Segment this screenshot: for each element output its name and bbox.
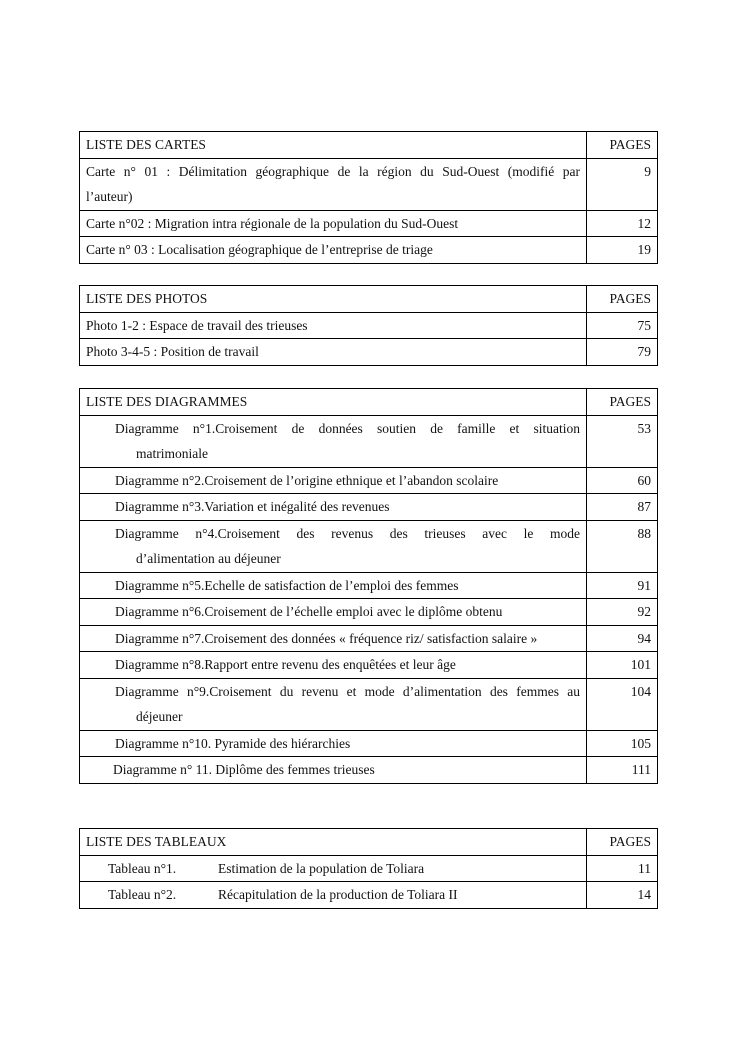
entry-page: 91 (587, 572, 658, 599)
entry-line-1: Diagramme n°4.Croisement des revenus des trieuses avec le mode (115, 525, 580, 541)
entry-line-1: Diagramme n°2.Croisement de l’origine ethnique et l’abandon scolaire (115, 472, 499, 488)
pages-header: PAGES (587, 389, 658, 416)
entry-page: 12 (587, 210, 658, 237)
entry-page: 88 (587, 520, 658, 572)
table-row (80, 237, 658, 264)
entry-title: Carte n°02 : Migration intra régionale de la population du Sud-Ouest (80, 210, 587, 237)
pages-header: PAGES (587, 132, 658, 159)
table-row (80, 158, 658, 210)
entry-line-2: l’auteur) (86, 189, 133, 204)
list-header: LISTE DES PHOTOS (80, 286, 587, 313)
entry-title (80, 855, 587, 882)
table-row (80, 520, 658, 572)
table-row (80, 599, 658, 626)
list-header: LISTE DES CARTES (80, 132, 587, 159)
table-row (80, 678, 658, 730)
entry-title: Photo 1-2 : Espace de travail des trieuses (80, 312, 587, 339)
entry-title (80, 572, 587, 599)
entry-page: 105 (587, 730, 658, 757)
entry-line-1: Diagramme n°3.Variation et inégalité des revenues (115, 499, 390, 514)
entry-page: 87 (587, 494, 658, 521)
table-row (80, 652, 658, 679)
entry-line-1: Diagramme n°10. Pyramide des hiérarchies (115, 735, 351, 751)
entry-line-1: Diagramme n°7.Croisement des données « fréquence riz/ satisfaction salaire » (115, 630, 538, 646)
table-row (80, 312, 658, 339)
entry-line-1: Diagramme n°1.Croisement de données soutien de famille et situation (115, 420, 580, 436)
entry-title (80, 494, 587, 521)
list-cartes-table (79, 131, 658, 264)
table-header-row (80, 389, 658, 416)
entry-page: 11 (587, 855, 658, 882)
table-row (80, 467, 658, 494)
entry-line-1: Carte n° 01 : Délimitation géographique de la région du Sud-Ouest (modifié par (86, 163, 580, 179)
entry-line-1: Diagramme n° 11. Diplôme des femmes trieuses (113, 762, 375, 777)
table-row (80, 625, 658, 652)
table-row (80, 730, 658, 757)
entry-title (80, 625, 587, 652)
entry-page: 94 (587, 625, 658, 652)
entry-title: Carte n° 03 : Localisation géographique de l’entreprise de triage (80, 237, 587, 264)
entry-label: Tableau n°2. (108, 887, 177, 902)
entry-page: 19 (587, 237, 658, 264)
table-row (80, 210, 658, 237)
entry-text: Estimation de la population de Toliara (218, 860, 425, 876)
entry-page: 75 (587, 312, 658, 339)
entry-title (80, 599, 587, 626)
entry-page: 101 (587, 652, 658, 679)
pages-header: PAGES (587, 829, 658, 856)
entry-page: 92 (587, 599, 658, 626)
pages-header: PAGES (587, 286, 658, 313)
entry-title (80, 757, 587, 784)
entry-page: 53 (587, 415, 658, 467)
entry-text: Récapitulation de la production de Toliara II (218, 887, 458, 902)
table-row (80, 757, 658, 784)
entry-title: Photo 3-4-5 : Position de travail (80, 339, 587, 366)
list-tableaux-table (79, 828, 658, 909)
entry-title (80, 158, 587, 210)
table-row (80, 415, 658, 467)
table-row (80, 339, 658, 366)
table-row (80, 572, 658, 599)
table-header-row (80, 286, 658, 313)
entry-line-2: déjeuner (136, 709, 183, 724)
table-row (80, 882, 658, 909)
entry-line-1: Diagramme n°5.Echelle de satisfaction de l’emploi des femmes (115, 577, 459, 593)
entry-line-2: d’alimentation au déjeuner (136, 551, 281, 566)
entry-title (80, 520, 587, 572)
table-header-row (80, 829, 658, 856)
entry-page: 14 (587, 882, 658, 909)
entry-title (80, 415, 587, 467)
table-row (80, 855, 658, 882)
list-header: LISTE DES TABLEAUX (80, 829, 587, 856)
list-header: LISTE DES DIAGRAMMES (80, 389, 587, 416)
entry-title (80, 730, 587, 757)
list-diagrammes-table (79, 388, 658, 784)
entry-title (80, 467, 587, 494)
entry-line-1: Diagramme n°6.Croisement de l’échelle emploi avec le diplôme obtenu (115, 604, 503, 619)
entry-title (80, 882, 587, 909)
entry-page: 104 (587, 678, 658, 730)
entry-title (80, 652, 587, 679)
list-photos-table (79, 285, 658, 366)
entry-page: 60 (587, 467, 658, 494)
entry-line-1: Diagramme n°9.Croisement du revenu et mode d’alimentation des femmes au (115, 683, 580, 699)
entry-line-1: Diagramme n°8.Rapport entre revenu des enquêtées et leur âge (115, 657, 456, 672)
entry-page: 9 (587, 158, 658, 210)
entry-page: 111 (587, 757, 658, 784)
table-row (80, 494, 658, 521)
entry-label: Tableau n°1. (108, 860, 177, 876)
table-header-row (80, 132, 658, 159)
entry-title (80, 678, 587, 730)
entry-line-2: matrimoniale (136, 446, 208, 461)
entry-page: 79 (587, 339, 658, 366)
